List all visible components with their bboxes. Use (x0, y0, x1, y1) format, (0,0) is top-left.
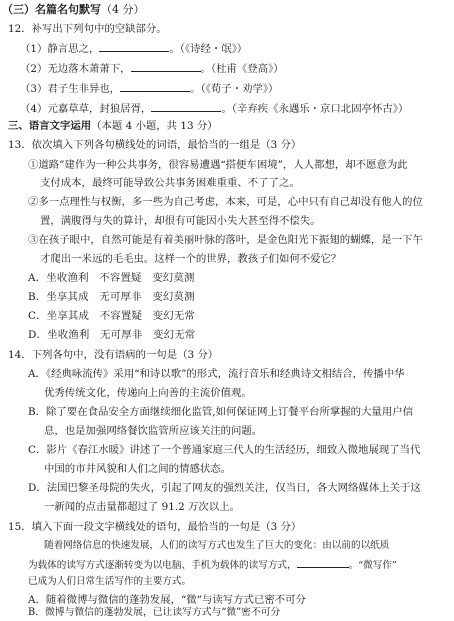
item-2-post: 。（杜甫《登高》） (200, 63, 284, 75)
answer-blank-2[interactable] (131, 61, 201, 72)
item-1-post: 。（《诗经・氓》） (169, 43, 248, 55)
passage-text-after-blank: 。“微写作” (348, 560, 397, 571)
question-14-option-b-cont: 息，也是加强网络餐饮监管所应该关注的问题。 (44, 425, 263, 437)
question-15-passage: 已成为人们日常生活写作的主要方式。 (28, 576, 192, 587)
part-3-note: （本题 4 小题，共 13 分） (91, 120, 218, 132)
item-4-pre: （4）元嘉草草，封狼居胥， (20, 103, 152, 115)
question-14-option-d-cont: 一新闻的点击量都超过了 91.2 万次以上。 (44, 501, 240, 513)
question-13-option-c[interactable]: C．坐享其成 不容置疑 变幻无常 (28, 310, 196, 322)
question-14-option-a-cont: 优秀传统文化，传递向上向善的主流价值观。 (44, 387, 252, 399)
question-13-line: ①道路”建作为一种公共事务，很容易遭遇“搭便车困境”，人人都想，却不愿意为此 (28, 159, 408, 171)
question-14-option-a[interactable]: A．《经典咏流传》采用“和诗以歌”的形式，流行音乐和经典诗文相结合，传播中华 (28, 368, 405, 380)
passage-text: 为载体的读写方式逐渐转变为以电脑、手机为载体的读写方式， (28, 560, 297, 571)
question-14-option-b[interactable]: B．除了要在食品安全方面继续细化监管,如何保证网上订餐平台所掌握的大量用户信 (28, 406, 413, 418)
item-3-post: 。（《荀子・劝学》） (190, 83, 279, 95)
question-14-stem: 14．下列各句中，没有语病的一句是（3 分） (8, 349, 219, 361)
question-13-line: ②多一点理性与权衡，多一些为自己考虑，本来，可是，心中只有自己却没有他人的位 (28, 196, 423, 208)
question-15-stem: 15．填入下面一段文字横线处的语句，最恰当的一句是（3 分） (8, 521, 302, 533)
question-14-option-d[interactable]: D．法国巴黎圣母院的失火，引起了网友的强烈关注，仅当日，各大网络媒体上关于这 (28, 482, 421, 494)
question-15-option-a[interactable]: A．随着微博与微信的蓬勃发展，“微”与读写方式已密不可分 (28, 594, 306, 606)
item-4-post: 。（辛弃疾《永遇乐・京口北固亭怀古》） (221, 103, 409, 115)
item-1-pre: （1）静言思之， (20, 43, 100, 55)
question-12-item-1 (20, 41, 247, 56)
answer-blank-15[interactable] (297, 557, 349, 568)
section-points: （4 分） (101, 3, 145, 16)
answer-blank-4[interactable] (151, 101, 221, 112)
section-title-text: （三）名篇名句默写 (2, 3, 101, 16)
question-12-item-3 (20, 81, 278, 96)
question-12-item-2 (20, 61, 284, 76)
question-12-stem: 12．补写出下列句中的空缺部分。 (8, 23, 167, 35)
question-13-option-b[interactable]: B．坐享其成 无可厚非 变幻莫测 (28, 291, 195, 303)
question-12-item-4 (20, 101, 408, 116)
question-13-line: 支付成本，最终可能导致公共事务困难重重、不了了之。 (40, 177, 300, 189)
question-14-option-c-cont: 中国的市井风貌和人们之间的情感状态。 (44, 463, 232, 475)
question-13-option-d[interactable]: D．坐收渔利 无可厚非 变幻无常 (28, 329, 196, 341)
part-3-heading (8, 119, 218, 133)
item-3-pre: （3）君子生非异也， (20, 83, 121, 95)
answer-blank-1[interactable] (99, 41, 169, 52)
question-13-line: 置，满腹得与失的算计，却很有可能因小失大甚至得不偿失。 (40, 215, 321, 227)
answer-blank-3[interactable] (120, 81, 190, 92)
question-13-stem: 13．依次填入下列各句横线处的词语，最恰当的一组是（3 分） (8, 139, 302, 151)
question-13-option-a[interactable]: A．坐收渔利 不容置疑 变幻莫测 (28, 272, 195, 284)
section-title (2, 3, 145, 17)
question-13-line: 才爬出一米远的毛毛虫。这样一个的世界，教孩子们如何不爱它？ (40, 253, 342, 265)
question-15-passage-line-2 (28, 557, 397, 573)
question-14-option-c[interactable]: C．影片《春江水暖》讲述了一个普通家庭三代人的生活经历，细致入微地展现了当代 (28, 444, 421, 456)
question-15-passage: 随着网络信息的快速发展，人们的读写方式也发生了巨大的变化：由以前的以纸质 (44, 540, 390, 551)
item-2-pre: （2）无边落木萧萧下， (20, 63, 131, 75)
part-3-title: 三、语言文字运用 (8, 120, 92, 132)
question-15-option-b[interactable]: B．微博与微信的蓬勃发展，已让读写方式与“微”密不可分 (28, 607, 281, 618)
question-13-line: ③在孩子眼中，自然可能是有着美丽叶脉的落叶，是金色阳光下振翅的蝴蝶，是一下午 (28, 234, 423, 246)
